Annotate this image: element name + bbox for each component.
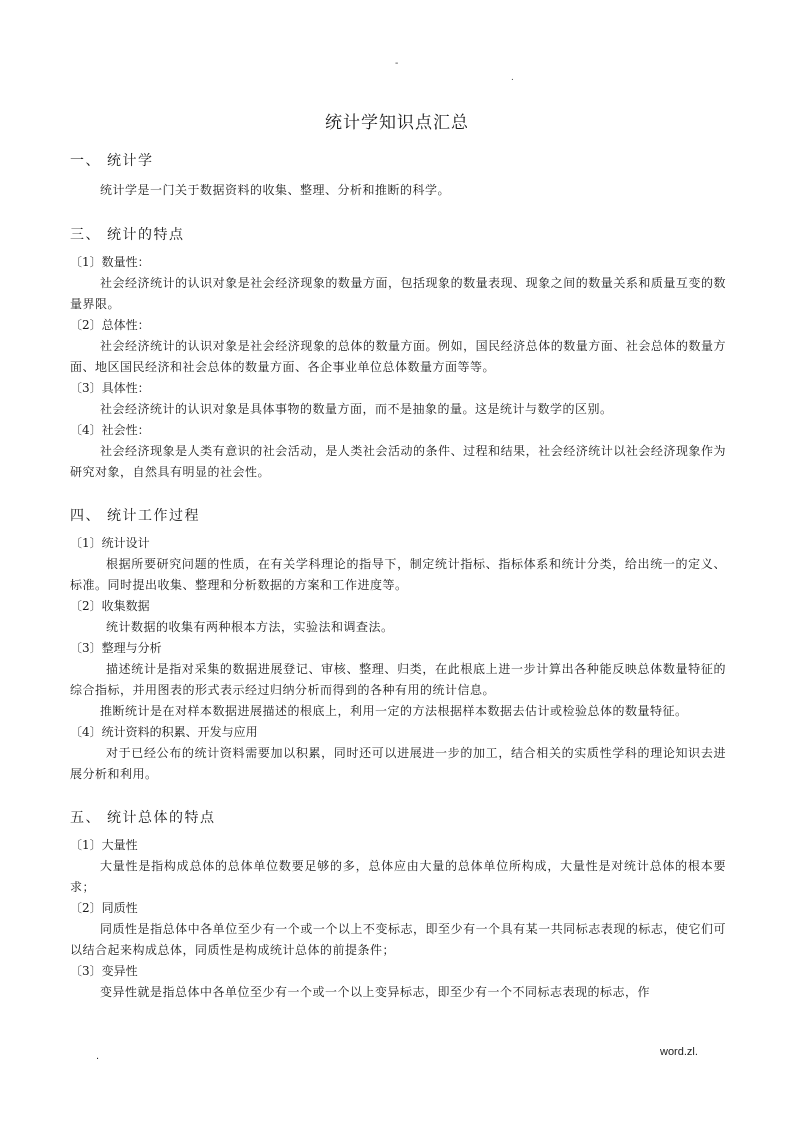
page-title: 统计学知识点汇总 [325, 113, 469, 133]
header-dot-mark: . [511, 72, 514, 83]
item-label: 〔3〕变异性 [70, 964, 138, 978]
item-label: 〔1〕大量性 [70, 838, 138, 852]
item-text: 推断统计是在对样本数据进展描述的根底上，利用一定的方法根据样本数据去估计或检验总体的数量特征。 [100, 704, 688, 718]
item-text: 变异性就是指总体中各单位至少有一个或一个以上变异标志，即至少有一个不同标志表现的标志，作 [100, 985, 651, 999]
section-3-body [70, 252, 726, 483]
footer-brand: word.zl. [660, 1046, 698, 1058]
item-text: 同质性是指总体中各单位至少有一个或一个以上不变标志，即至少有一个具有某一共同标志表现的标志，使它们可以结合起来构成总体，同质性是构成统计总体的前提条件； [70, 922, 726, 957]
item-text: 大量性是指构成总体的总体单位数要足够的多，总体应由大量的总体单位所构成，大量性是对统计总体的根本要求； [70, 859, 726, 894]
item-text: 描述统计是指对采集的数据进展登记、审核、整理、归类，在此根底上进一步计算出各种能反映总体数量特征的综合指标，并用图表的形式表示经过归纳分析而得到的各种有用的统计信息。 [70, 662, 726, 697]
item-text: 社会经济统计的认识对象是具体事物的数量方面，而不是抽象的量。这是统计与数学的区别。 [100, 402, 613, 416]
item-label: 〔4〕统计资料的积累、开发与应用 [70, 725, 258, 739]
document-body [70, 150, 726, 1003]
footer-dot: . [96, 1050, 100, 1062]
item-text: 社会经济现象是人类有意识的社会活动，是人类社会活动的条件、过程和结果，社会经济统计以社会经济现象作为研究对象，自然具有明显的社会性。 [70, 444, 726, 479]
section-heading-5: 五、 统计总体的特点 [70, 810, 216, 826]
item-text: 对于已经公布的统计资料需要加以积累，同时还可以进展进一步的加工，结合相关的实质性学科的理论知识去进展分析和利用。 [70, 746, 726, 781]
item-label: 〔4〕社会性： [70, 423, 150, 437]
item-label: 〔3〕整理与分析 [70, 641, 162, 655]
item-text: 社会经济统计的认识对象是社会经济现象的总体的数量方面。例如，国民经济总体的数量方面、社会总体的数量方面、地区国民经济和社会总体的数量方面、各企事业单位总体数量方面等等。 [70, 339, 726, 374]
section-heading-4: 四、 统计工作过程 [70, 508, 200, 524]
item-label: 〔2〕总体性： [70, 318, 150, 332]
item-label: 〔1〕数量性： [70, 255, 150, 269]
item-label: 〔2〕同质性 [70, 901, 138, 915]
item-label: 〔3〕具体性： [70, 381, 150, 395]
item-text: 社会经济统计的认识对象是社会经济现象的数量方面，包括现象的数量表现、现象之间的数量关系和质量互变的数量界限。 [70, 276, 726, 311]
section-heading-1: 一、 统计学 [70, 153, 154, 169]
section-heading-3: 三、 统计的特点 [70, 227, 185, 243]
item-label: 〔1〕统计设计 [70, 536, 150, 550]
item-text: 统计数据的收集有两种根本方法，实验法和调查法。 [106, 620, 394, 634]
item-label: 〔2〕收集数据 [70, 599, 150, 613]
section-5-body [70, 835, 726, 1003]
item-text: 根据所要研究问题的性质，在有关学科理论的指导下，制定统计指标、指标体系和统计分类，给出统一的定义、标准。同时提出收集、整理和分析数据的方案和工作进度等。 [70, 557, 726, 592]
section-4-body [70, 533, 726, 785]
header-dash-mark: - [395, 58, 399, 69]
section-1-text: 统计学是一门关于数据资料的收集、整理、分析和推断的科学。 [100, 183, 451, 197]
